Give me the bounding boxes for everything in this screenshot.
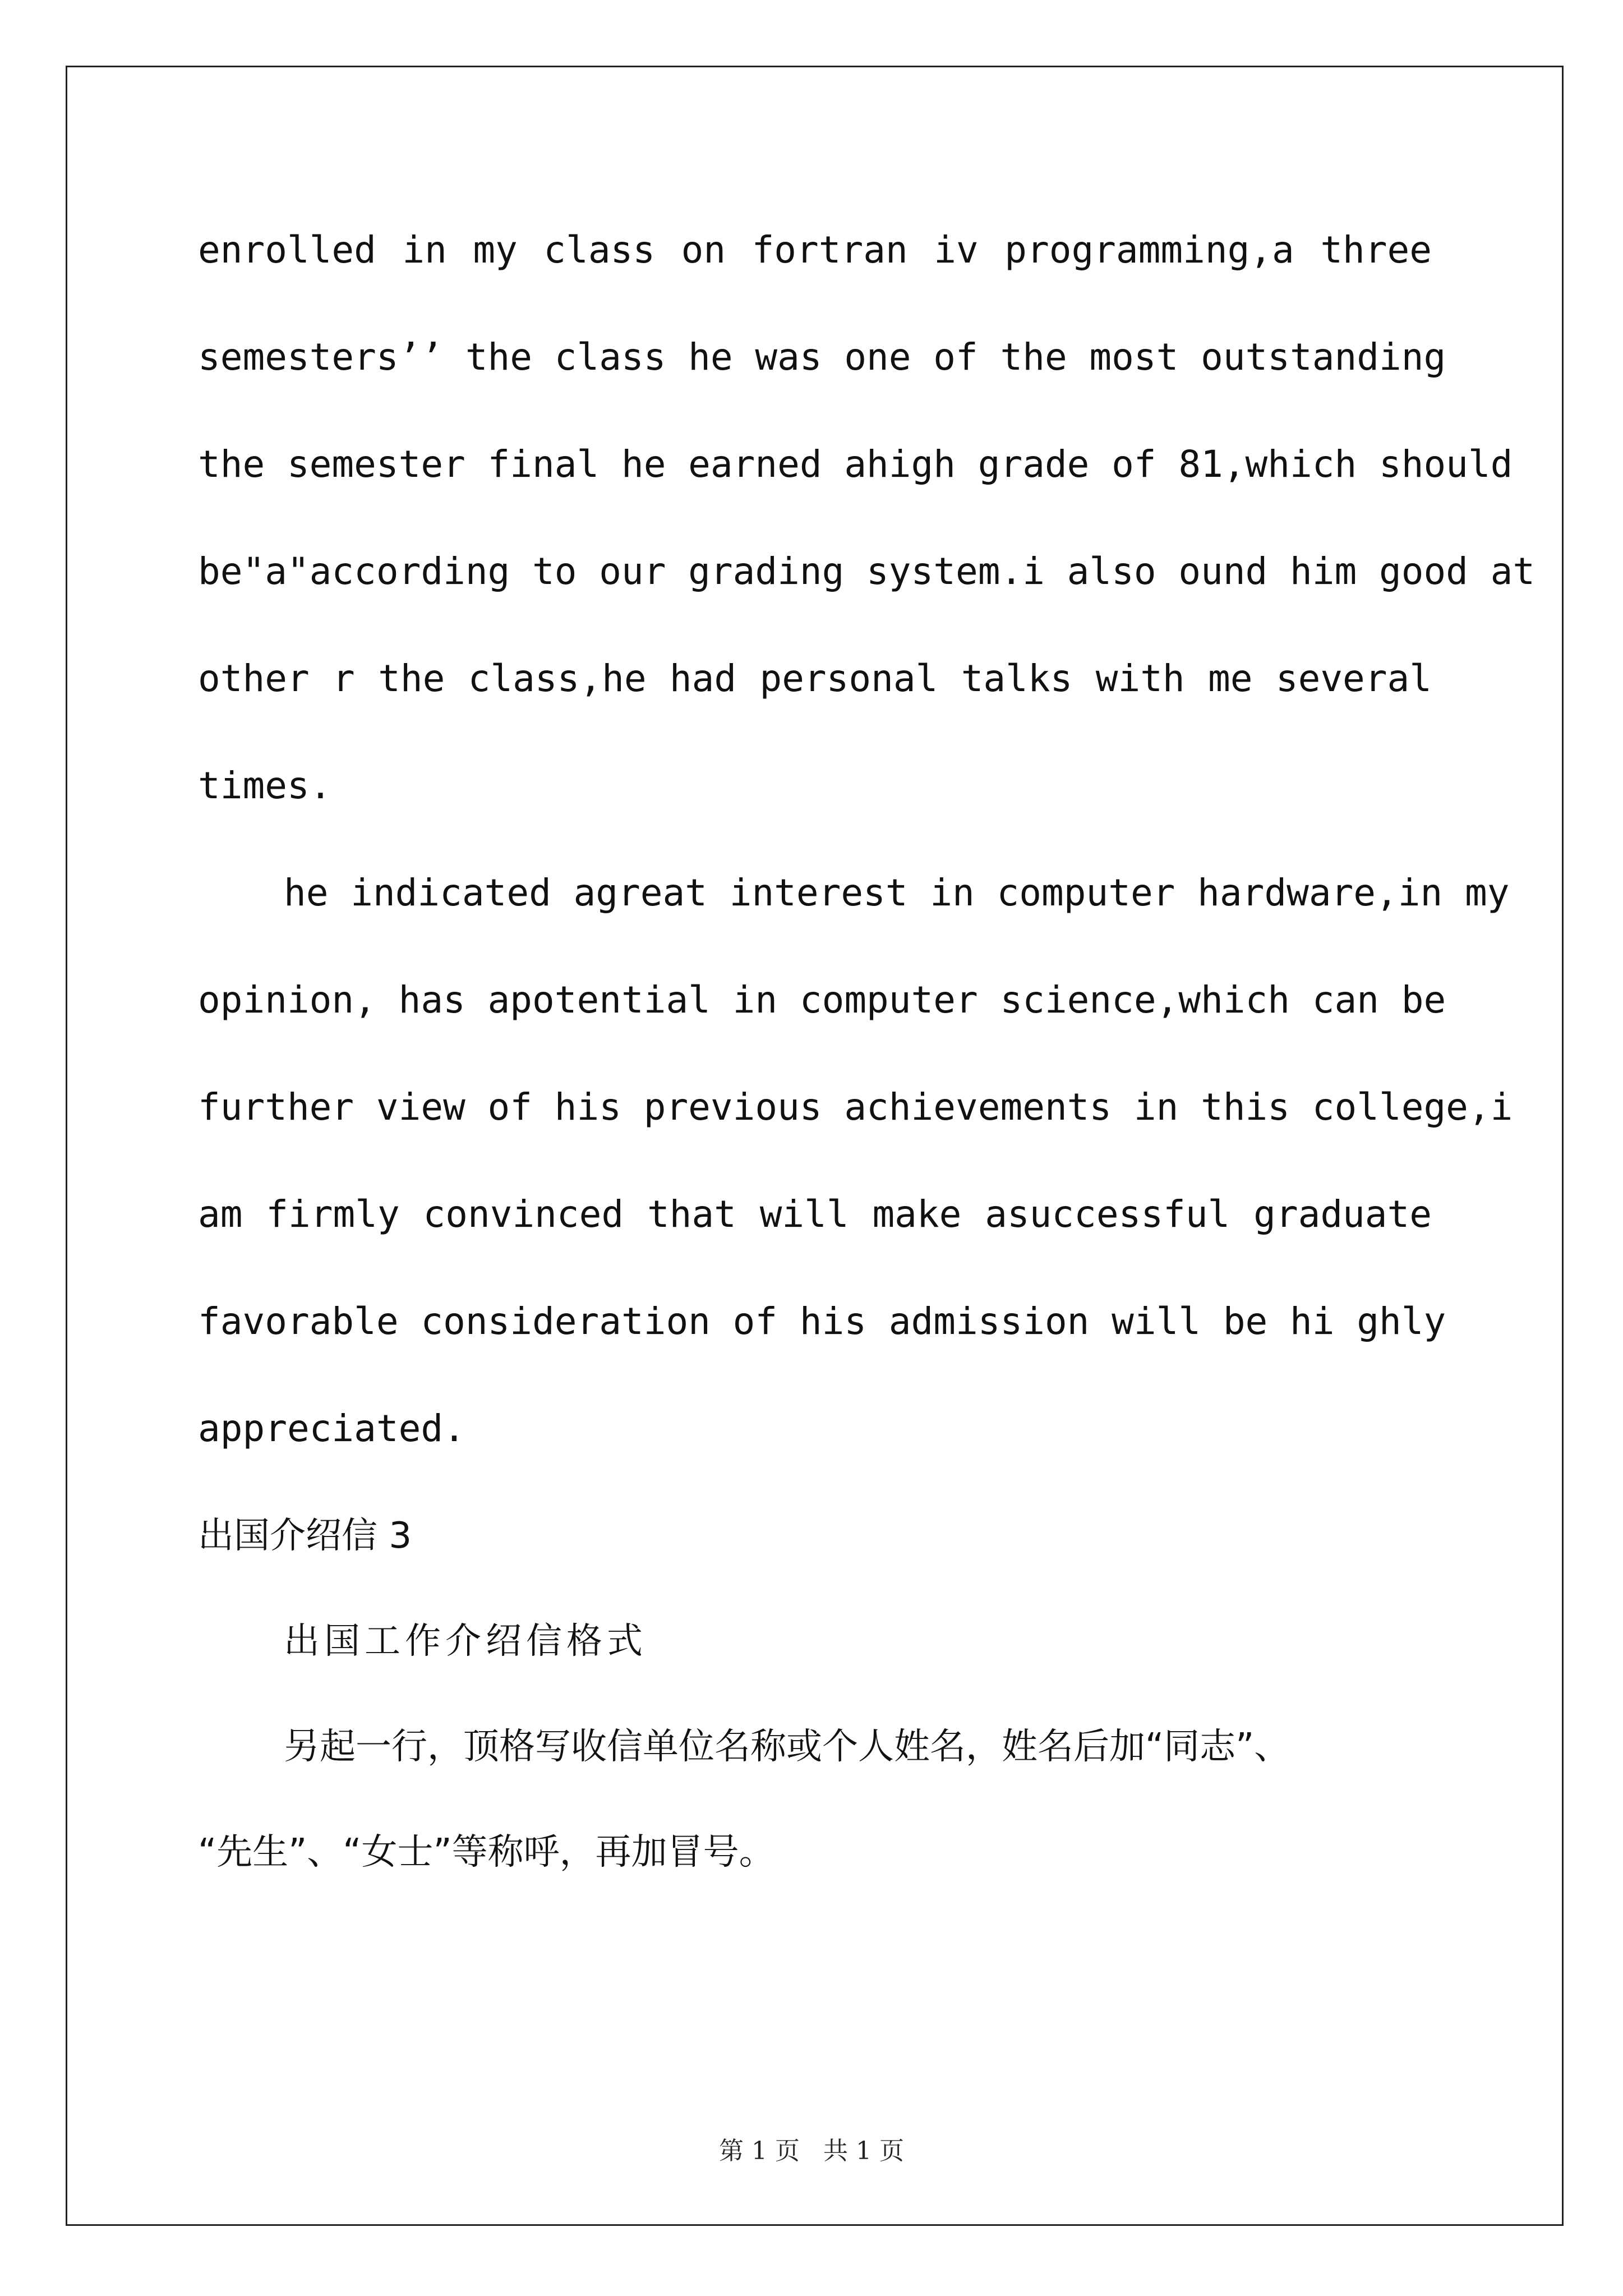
letter-line: opinion, has apotential in computer science,which can be bbox=[198, 978, 1446, 1022]
section-heading: 出国介绍信 3 bbox=[198, 1515, 412, 1557]
letter-line: appreciated. bbox=[198, 1407, 465, 1450]
letter-line: am firmly convinced that will make asuccessful graduate bbox=[198, 1193, 1432, 1236]
letter-line: other r the class,he had personal talks with me several bbox=[198, 657, 1432, 700]
paragraph-line: 另起一行，顶格写收信单位名称或个人姓名，姓名后加“同志”、 bbox=[284, 1726, 1290, 1768]
letter-line: times. bbox=[198, 764, 332, 807]
letter-line: the semester final he earned ahigh grade of 81,which should bbox=[198, 443, 1513, 486]
letter-line: be"a"according to our grading system.i also ound him good at bbox=[198, 550, 1536, 593]
document-body bbox=[198, 217, 1536, 1924]
section-subheading: 出国工作介绍信格式 bbox=[284, 1621, 647, 1662]
paragraph-line: “先生”、“女士”等称呼，再加冒号。 bbox=[198, 1832, 775, 1873]
letter-line: further view of his previous achievements in this college,i bbox=[198, 1085, 1513, 1129]
letter-line: semesters’’ the class he was one of the most outstanding bbox=[198, 335, 1446, 379]
letter-line: enrolled in my class on fortran iv programming,a three bbox=[198, 228, 1432, 272]
letter-line: favorable consideration of his admission will be hi ghly bbox=[198, 1300, 1446, 1343]
page-footer: 第 1 页 共 1 页 bbox=[719, 2137, 904, 2165]
letter-line: he indicated agreat interest in computer hardware,in my bbox=[284, 871, 1510, 914]
